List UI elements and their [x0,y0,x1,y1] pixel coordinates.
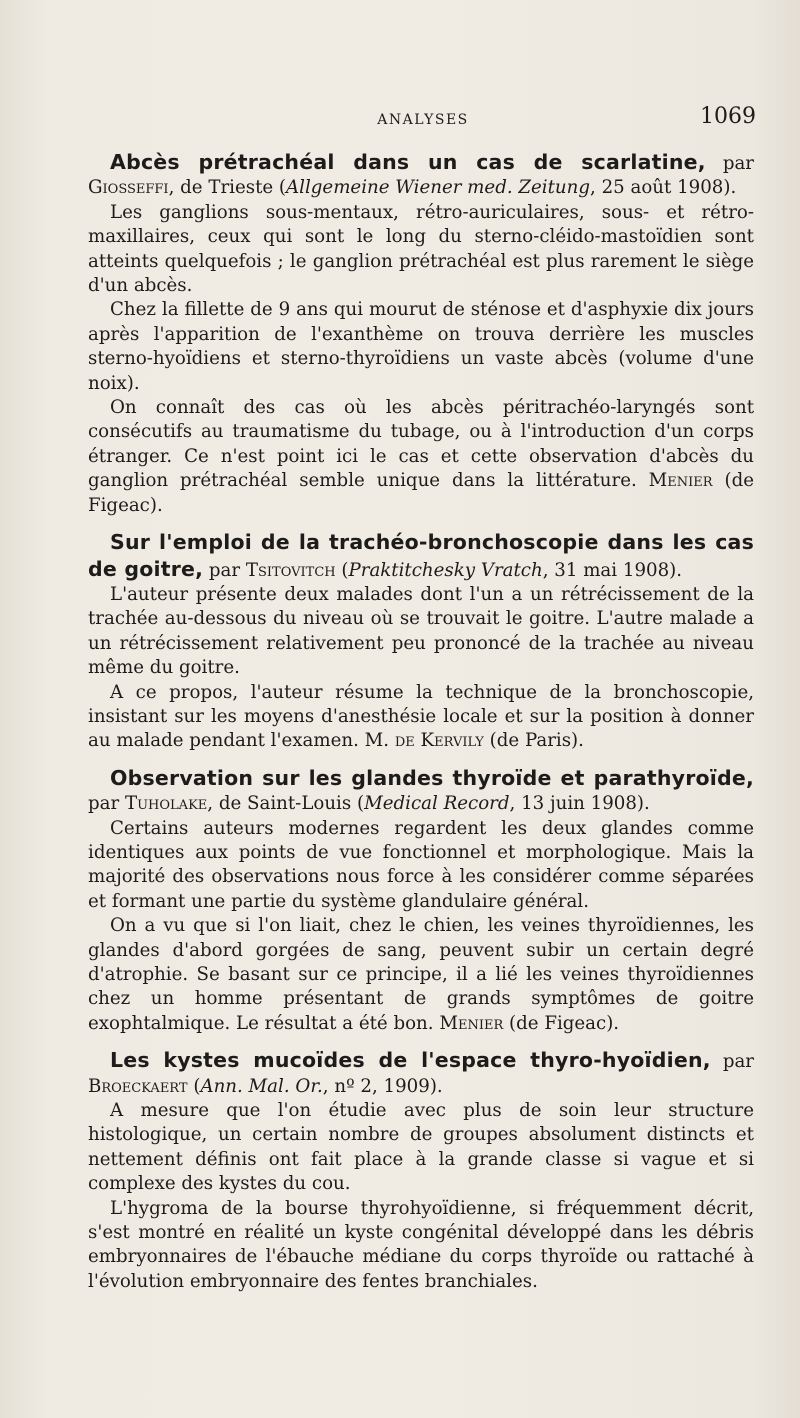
paragraph [88,681,754,754]
byline-mid: ( [187,1075,201,1097]
journal-name: Medical Record [364,793,510,815]
article-title: Sur l'emploi de la trachéo-bronchoscopie dans les cas de goitre, [88,530,754,581]
byline-post: , nº 2, 1909). [322,1075,443,1097]
paragraph [88,396,754,518]
author-name: Giosseffi [88,177,169,199]
article-heading [88,150,754,201]
reviewer-signature: M. de Kervily [364,730,484,752]
byline-mid: , de Saint-Louis ( [207,793,365,815]
reviewer-signature: Menier [439,1012,504,1034]
byline-mid: , de Trieste ( [168,177,287,199]
paragraph: A mesure que l'on étudie avec plus de soin leur structure histologique, un certain nombre de groupes absolument distincts et nettement définis ont fait place à la grande classe si vague et si complexe des kystes du cou. [88,1100,754,1195]
paragraph-text: On a vu que si l'on liait, chez le chien, les veines thyroïdiennes, les glandes d'abord gorgées de sang, peuvent subir un certain degré d'atrophie. Se basant sur ce principe, il a lié les veines thyroïdiennes chez un homme présentant de grands symptômes de goitre exophtalmique. Le résultat a été bon. [88,915,754,1034]
page-number: 1069 [700,104,756,129]
journal-name: Praktitchesky Vratch [348,559,543,581]
byline-pre: par [705,153,755,174]
byline-pre: par [203,559,246,581]
article-mucoid-cysts [88,1048,754,1294]
journal-name: Ann. Mal. Or. [200,1075,323,1097]
reviewer-signature: Menier [648,470,713,492]
reviewer-location: (de Figeac). [88,470,754,516]
byline-pre: par [88,793,125,815]
page-header [90,104,756,138]
byline-mid: ( [335,559,349,581]
paragraph: Certains auteurs modernes regardent les deux glandes comme identiques aux points de vue fonctionnel et morphologique. Mais la majorité des observations nous force à les considérer comme séparées et formant une partie du système glandulaire général. [88,817,754,912]
paragraph-text: On connaît des cas où les abcès péritrachéo-laryngés sont consécutifs au traumatisme du tubage, ou à l'introduction d'un corps étranger. Ce n'est point ici le cas et cette observation d'abcès du ganglion prétrachéal semble unique dans la littérature. [88,397,754,492]
paragraph: L'hygroma de la bourse thyrohyoïdienne, si fréquemment décrit, s'est montré en réalité un kyste congénital développé dans les débris embryonnaires de l'ébauche médiane du corps thyroïde ou rattaché à l'évolution embryonnaire des fentes branchiales. [88,1197,754,1292]
paragraph [88,914,754,1036]
journal-name: Allgemeine Wiener med. Zeitung [286,177,590,199]
author-name: Broeckaert [88,1075,188,1097]
reviewer-location: (de Paris). [483,730,584,752]
article-tracheo-bronchoscopy [88,530,754,754]
paragraph: Chez la fillette de 9 ans qui mourut de sténose et d'asphyxie dix jours après l'apparition de l'exanthème on trouva derrière les muscles sterno-hyoïdiens et sterno-thyroïdiens un vaste abcès (volume d'une noix). [88,299,754,394]
author-name: Tsitovitch [245,559,336,581]
page-content [88,150,754,1306]
article-title: Observation sur les glandes thyroïde et parathyroïde, [110,765,754,790]
article-heading [88,766,754,817]
paragraph: L'auteur présente deux malades dont l'un a un rétrécissement de la trachée au-dessous du niveau où se trouvait le goitre. L'autre malade a un rétrécissement relativement peu prononcé de la trachée au niveau même du goitre. [88,583,754,679]
article-title: Les kystes mucoïdes de l'espace thyro-hyoïdien, [110,1048,711,1073]
paragraph-text: A ce propos, l'auteur résume la technique de la bronchoscopie, insistant sur les moyens d'anesthésie locale et sur la position à donner au malade pendant l'examen. [88,681,754,752]
article-heading [88,530,754,583]
byline-post: , 13 juin 1908). [509,793,650,815]
article-pretracheal-abscess [88,150,754,518]
author-name: Tuholake [124,793,208,815]
article-heading [88,1048,754,1099]
reviewer-location: (de Figeac). [503,1012,620,1034]
running-head: ANALYSES [377,112,469,128]
byline-post: , 31 mai 1908). [542,559,683,581]
byline-pre: par [710,1051,754,1073]
article-thyroid-parathyroid [88,766,754,1036]
paragraph: Les ganglions sous-mentaux, rétro-auriculaires, sous- et rétro-maxillaires, ceux qui sont le long du sterno-cléido-mastoïdien sont atteints quelquefois ; le ganglion prétrachéal est plus rarement le siège d'un abcès. [88,201,754,297]
article-title: Abcès prétrachéal dans un cas de scarlatine, [110,150,706,174]
byline-post: , 25 août 1908). [590,177,737,199]
